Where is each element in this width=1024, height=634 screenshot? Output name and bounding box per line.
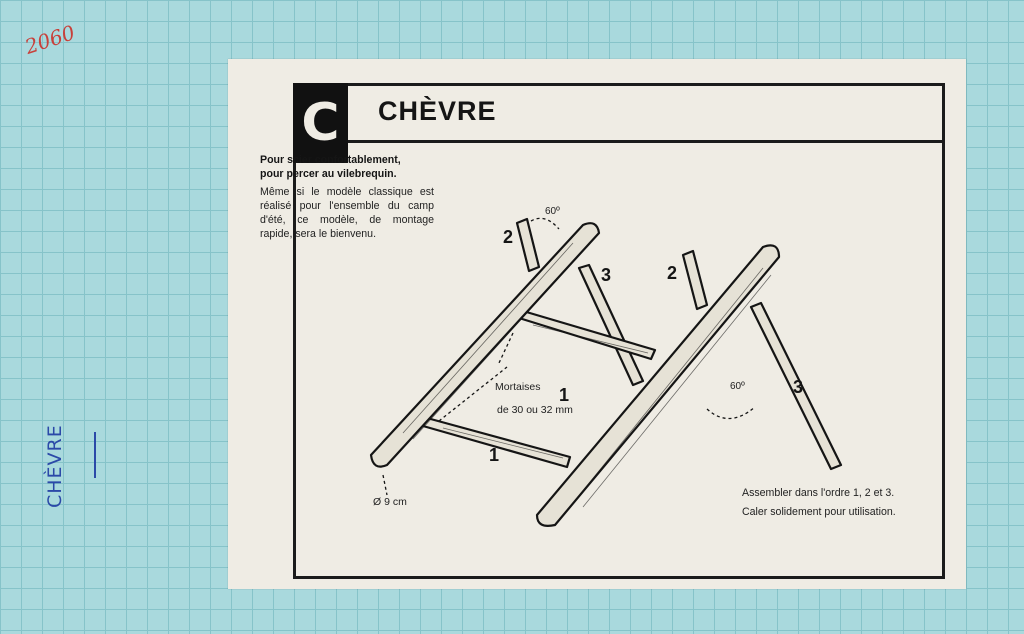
assembly-line-2: Caler solidement pour utilisation. <box>742 506 896 518</box>
part-label-1-lower: 1 <box>489 445 500 465</box>
mortise-label-line-1: Mortaises <box>495 381 541 393</box>
mortise-label-line-2: de 30 ou 32 mm <box>497 404 573 416</box>
angle-label-left: 60º <box>545 206 560 217</box>
assembly-instructions <box>742 484 942 522</box>
peg-2-left <box>517 219 539 271</box>
part-label-2-right: 2 <box>667 263 678 283</box>
margin-note: 2060 <box>22 20 78 59</box>
diameter-label: Ø 9 cm <box>373 496 407 508</box>
part-label-3-right: 3 <box>793 377 804 397</box>
body-text: Même si le modèle classique est réalisé pour l'ensemble du camp d'été, ce modèle, de montage rapide, sera le bienvenu. <box>260 186 434 240</box>
lead-line-1: Pour scier confortablement, <box>260 154 401 166</box>
part-label-2-left: 2 <box>503 227 514 247</box>
part-label-1-upper: 1 <box>559 385 570 405</box>
side-underline <box>94 432 96 478</box>
part-label-3-left: 3 <box>601 265 612 285</box>
section-letter: C <box>293 83 348 163</box>
peg-2-right <box>683 251 707 309</box>
assembly-line-1: Assembler dans l'ordre 1, 2 et 3. <box>742 487 895 499</box>
newspaper-clipping <box>228 59 966 589</box>
side-label: CHÈVRE <box>44 424 66 508</box>
angle-label-right: 60º <box>730 381 745 392</box>
page-title: CHÈVRE <box>378 96 497 126</box>
crossbar-1-upper <box>519 311 655 359</box>
lead-line-2: pour percer au vilebrequin. <box>260 168 397 180</box>
